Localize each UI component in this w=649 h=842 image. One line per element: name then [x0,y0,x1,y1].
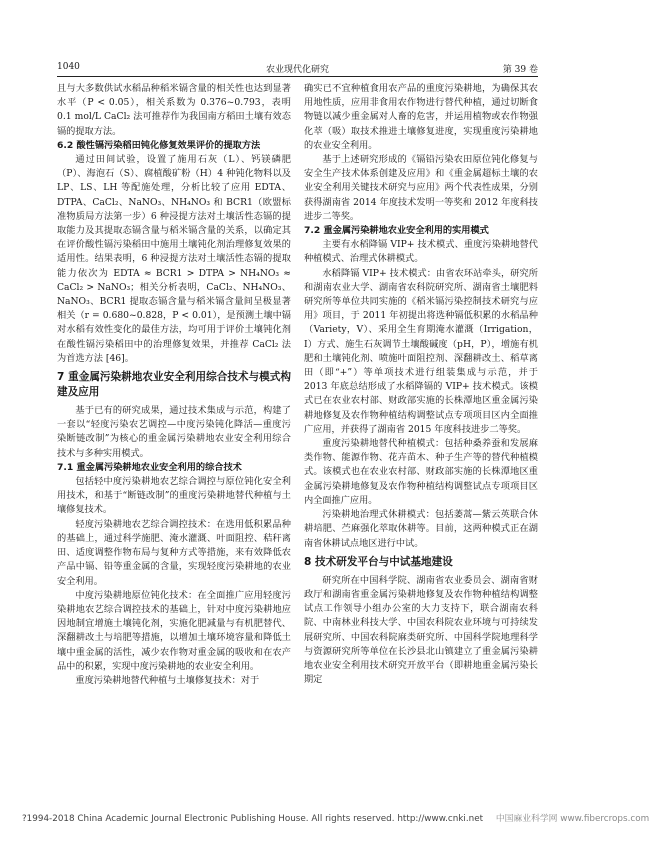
paragraph: 水稻降镉 VIP+ 技术模式：由省农环站牵头，研究所和湖南农业大学、湖南省农科院研究所、湖南省土壤肥料研究所等单位共同实施的《稻米镉污染控制技术研究与应用》项目，于 2011 年初提出将选种镉低积累的水稻品种（Variety，V）、采用全生育期淹水灌溉（Irrigation，I）方式、施生石灰调节土壤酸碱度（pH，P），增施有机肥和土壤钝化剂、喷施叶面阻控剂、深翻耕改土、稻草离田（即“+”）等单项技术进行组装集成与示范，并于 2013 年底总结形成了水稻降镉的 VIP+ 技术模式。该模式已在农业农村部、财政部实施的长株潭地区重金属污染耕地修复及农作物种植结构调整试点专项项目区内全面推广应用，并获得了湖南省 2015 年度科技进步二等奖。 [304,267,538,435]
paragraph: 包括轻中度污染耕地农艺综合调控与原位钝化安全利用技术，和基于“断链改制”的重度污染耕地替代种植与土壤修复技术。 [57,476,291,516]
paragraph: 轻度污染耕地农艺综合调控技术：在选用低积累品种的基础上，通过科学施肥、淹水灌溉、叶面阻控、秸秆离田、适度调整作物布局与复种方式等措施，来有效降低农产品中镉、铅等重金属的含量，实现轻度污染耕地的农业安全利用。 [57,518,291,587]
page-footer [22,811,649,824]
paragraph: 污染耕地治理式休耕模式：包括萎蒿—紫云英联合休耕培肥、苎麻强化萃取休耕等。目前，这两种模式正在湖南省休耕试点地区进行中试。 [304,509,538,549]
watermark: 中国麻业科学网 www.fibercrops.com [495,814,649,824]
paragraph: 研究所在中国科学院、湖南省农业委员会、湖南省财政厅和湖南省重金属污染耕地修复及农作物种植结构调整试点工作领导小组办公室的大力支持下，联合湖南农科院、中南林业科技大学、中国农科院农业环境与可持续发展研究所、中国农科院麻类研究所、中国科学院地理科学与资源研究所等单位在长沙县北山镇建立了重金属污染耕地农业安全利用技术研究开放平台（即耕地重金属污染长期定 [304,574,538,686]
section-heading-7-2: 7.2 重金属污染耕地农业安全利用的实用模式 [304,225,489,237]
paragraph: 基于已有的研究成果，通过技术集成与示范，构建了一套以“轻度污染农艺调控—中度污染钝化降活—重度污染断链改制”为核心的重金属污染耕地农业安全利用综合技术与多种实用模式。 [57,405,291,459]
section-heading-8: 8 技术研发平台与中试基地建设 [304,555,453,568]
paragraph: 重度污染耕地替代种植模式：包括种桑养蚕和发展麻类作物、能源作物、花卉苗木、种子生产等的替代种植模式。该模式也在农业农村部、财政部实施的长株潭地区重金属污染耕地修复及农作物种植结构调整试点专项项目区内全面推广应用。 [304,438,538,506]
section-heading-7-1: 7.1 重金属污染耕地农业安全利用的综合技术 [57,461,242,473]
section-heading-6-2: 6.2 酸性镉污染稻田钝化修复效果评价的提取方法 [57,139,261,151]
paragraph: 主要有水稻降镉 VIP+ 技术模式、重度污染耕地替代种植模式、治理式休耕模式。 [304,239,538,265]
paragraph: 重度污染耕地替代种植与土壤修复技术：对于 [75,674,260,686]
paragraph: 基于上述研究形成的《镉铅污染农田原位钝化修复与安全生产技术体系创建及应用》和《重金属超标土壤的农业安全利用关键技术研究与应用》两个代表性成果，分别获得湖南省 2014 年度技术发明一等奖和 2012 年度科技进步二等奖。 [304,154,538,222]
journal-title: 农业现代化研究 [265,65,329,75]
page-header [57,62,538,77]
left-column [57,82,291,688]
paragraph: 通过田间试验，设置了施用石灰（L）、钙镁磷肥（P）、海泡石（S）、腐植酸矿粉（H）4 种钝化物料以及 LP、LS、LH 等配施处理，分析比较了应用 EDTA、DTPA、CaCl₂、NaNO₃、NH₄NO₃ 和 BCR1（欧盟标准物质局方法第一步）6 种浸提方法对土壤活性态镉的提取能力及其提取态镉含量与稻米镉含量的关系，以确定其在评价酸性镉污染稻田中施用土壤钝化剂治理修复效果的适用性。结果表明，6 种浸提方法对土壤活性态镉的提取能力依次为 EDTA ≈ BCR1 > DTPA > NH₄NO₃ ≈ CaCl₂ > NaNO₃；相关分析表明，CaCl₂、NH₄NO₃、NaNO₃、BCR1 提取态镉含量与稻米镉含量间呈极显著相关（r = 0.680~0.828，P < 0.01），是预测土壤中镉对水稻有效性变化的最佳方法，均可用于评价土壤钝化剂在酸性镉污染稻田中的治理修复效果，并推荐 CaCl₂ 法为首选方法 [46]。 [57,154,291,364]
paragraph: 中度污染耕地原位钝化技术：在全面推广应用轻度污染耕地农艺综合调控技术的基础上，针对中度污染耕地应因地制宜增施土壤钝化剂，实施化肥减量与有机肥替代、深翻耕改土与培肥等措施，以增加土壤环境容量和降低土壤中重金属的活性，减少农作物对重金属的吸收和在农产品中的积累，实现中度污染耕地的农业安全利用。 [57,589,291,672]
page-number: 1040 [57,62,80,72]
volume-label: 第 39 卷 [502,65,538,75]
paragraph: 确实已不宜种植食用农产品的重度污染耕地，为确保其农用地性质，应用非食用农作物进行替代种植，通过切断食物链以减少重金属对人畜的危害，并运用植物或农作物强化萃（吸）取技术推进土壤修复进度，实现重度污染耕地的农业安全利用。 [304,83,538,151]
right-column [304,82,538,687]
copyright-line: ?1994-2018 China Academic Journal Electronic Publishing House. All rights reserved. http://www.cnki.net [22,814,484,824]
paragraph: 且与大多数供试水稻品种稻米镉含量的相关性也达到显著水平（P < 0.05），相关系数为 0.376~0.793，表明 0.1 mol/L CaCl₂ 法可推荐作为我国南方稻田土壤有效态镉的提取方法。 [57,83,291,137]
section-heading-7: 7 重金属污染耕地农业安全利用综合技术与模式构建及应用 [57,371,291,399]
